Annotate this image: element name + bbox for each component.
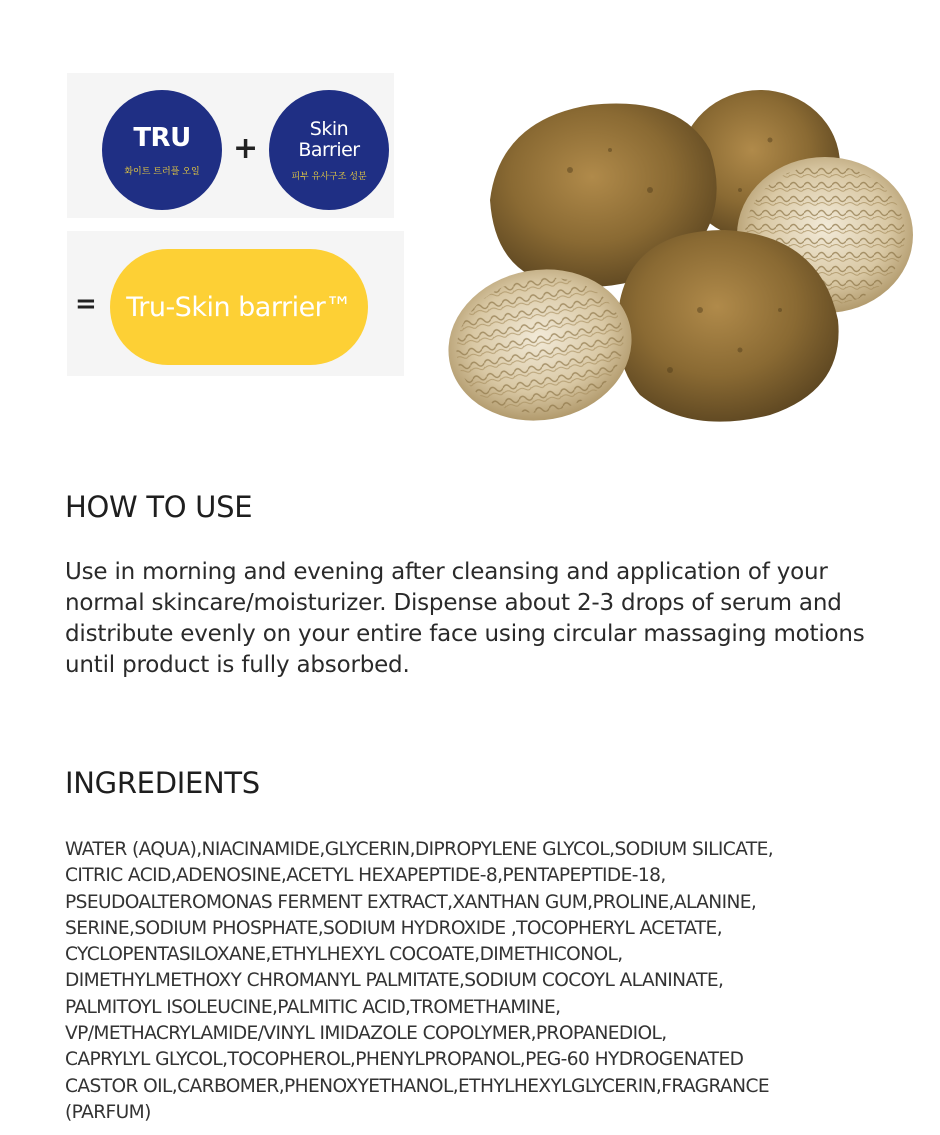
how-to-use-text: Use in morning and evening after cleansing and application of your normal skincare/moisturizer. Dispense about 2-3 drops of serum and distribute evenly on your entire face using circular massaging motions until product is fully absorbed. bbox=[65, 559, 865, 678]
formula-ingredients-panel bbox=[67, 73, 394, 218]
formula-result-panel bbox=[67, 231, 404, 376]
ingredients-line: CITRIC ACID,ADENOSINE,ACETYL HEXAPEPTIDE-8,PENTAPEPTIDE-18, bbox=[65, 865, 666, 887]
ingredients-line: (PARFUM) bbox=[65, 1101, 151, 1123]
ingredients-line: PSEUDOALTEROMONAS FERMENT EXTRACT,XANTHAN GUM,PROLINE,ALANINE, bbox=[65, 891, 757, 913]
skin-barrier-badge bbox=[269, 90, 389, 210]
equals-sign: = bbox=[75, 289, 97, 319]
ingredients-line: CASTOR OIL,CARBOMER,PHENOXYETHANOL,ETHYLHEXYLGLYCERIN,FRAGRANCE bbox=[65, 1075, 770, 1097]
ingredients-line: WATER (AQUA),NIACINAMIDE,GLYCERIN,DIPROPYLENE GLYCOL,SODIUM SILICATE, bbox=[65, 839, 774, 860]
skin-title-line2: Barrier bbox=[298, 138, 360, 161]
plus-sign: + bbox=[233, 131, 259, 166]
tru-skin-barrier-pill: Tru-Skin barrier™ bbox=[110, 249, 368, 365]
tru-title: TRU bbox=[133, 122, 191, 153]
ingredients-line: CYCLOPENTASILOXANE,ETHYLHEXYL COCOATE,DIMETHICONOL, bbox=[65, 944, 623, 966]
truffle-illustration bbox=[440, 80, 920, 450]
ingredients-line: VP/METHACRYLAMIDE/VINYL IMIDAZOLE COPOLYMER,PROPANEDIOL, bbox=[65, 1023, 667, 1045]
skin-title-line1: Skin bbox=[309, 117, 349, 140]
ingredients-heading: INGREDIENTS bbox=[65, 766, 260, 800]
skin-subtitle: 피부 유사구조 성분 bbox=[291, 171, 367, 182]
how-to-use-heading: HOW TO USE bbox=[65, 490, 253, 524]
tru-badge bbox=[102, 90, 222, 210]
ingredients-line: CAPRYLYL GLYCOL,TOCOPHEROL,PHENYLPROPANOL,PEG-60 HYDROGENATED bbox=[65, 1049, 744, 1071]
ingredients-line: DIMETHYLMETHOXY CHROMANYL PALMITATE,SODIUM COCOYL ALANINATE, bbox=[65, 970, 724, 992]
tru-subtitle: 화이트 트러플 오일 bbox=[124, 166, 200, 177]
truffle-photo bbox=[440, 80, 920, 450]
ingredients-list bbox=[65, 837, 895, 1126]
ingredients-line: SERINE,SODIUM PHOSPHATE,SODIUM HYDROXIDE ,TOCOPHERYL ACETATE, bbox=[65, 917, 723, 939]
ingredients-line: PALMITOYL ISOLEUCINE,PALMITIC ACID,TROMETHAMINE, bbox=[65, 996, 561, 1018]
